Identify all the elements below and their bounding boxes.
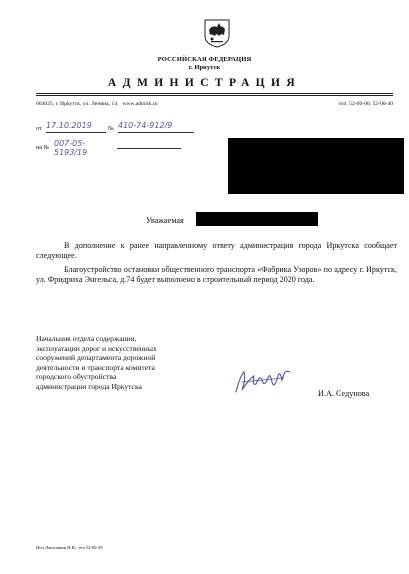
administration-title: АДМИНИСТРАЦИЯ	[107, 77, 302, 89]
registration-date: 17.10.2019	[46, 121, 106, 133]
recipient-redaction	[228, 138, 404, 194]
position-line: городского обустройства	[36, 372, 117, 382]
position-line: деятельности и транспорта комитета	[36, 362, 155, 372]
position-line: администрации города Иркутска	[36, 381, 142, 391]
header-divider-top	[36, 93, 393, 94]
federation-heading: РОССИЙСКАЯ ФЕДЕРАЦИЯ	[157, 56, 252, 63]
signatory-position	[36, 334, 226, 392]
handwritten-signature-icon	[232, 366, 296, 396]
city-heading: г. Иркутск	[188, 64, 221, 71]
position-line: сооружений департамента дорожной	[36, 353, 156, 363]
reference-prefix: на №	[36, 145, 50, 151]
paragraph-2: Благоустройство остановки общественного транспорта «Фабрика Узоров» по адресу г. Иркутск, ул. Фридриха Энгельса, д.74 будет выполнено в строительный период 2020 года.	[36, 265, 397, 284]
position-line: эксплуатации дорог и искусственных	[36, 343, 157, 353]
postal-address: 664025, г. Иркутск, ул. Ленина, 14	[36, 101, 118, 107]
executor-note: Исп.Лаптовкин Н.В., тел.52-00-39	[36, 545, 103, 550]
header-divider-bottom	[36, 95, 393, 96]
website: www.admirk.ru	[122, 101, 158, 107]
reference-blank-line	[117, 148, 181, 149]
salutation: Уважаемая	[146, 216, 184, 225]
address-line	[36, 101, 158, 107]
position-line: Начальник отдела содержания,	[36, 334, 137, 343]
irkutsk-coat-of-arms-icon	[203, 18, 231, 48]
signatory-name: И.А. Седунова	[318, 389, 370, 398]
incoming-reference: 007-05-5193/19	[54, 139, 88, 157]
paragraph-1: В дополнение к ранее направленному ответу администрация города Иркутска сообщает следующее.	[36, 241, 397, 260]
salutation-name-redaction	[196, 212, 318, 226]
registration-number: 410-74-912/9	[118, 121, 194, 133]
phone-line: тел. 52-00-00, 52-00-40	[338, 101, 393, 107]
date-prefix: от	[36, 126, 42, 132]
number-prefix: №	[108, 126, 114, 132]
